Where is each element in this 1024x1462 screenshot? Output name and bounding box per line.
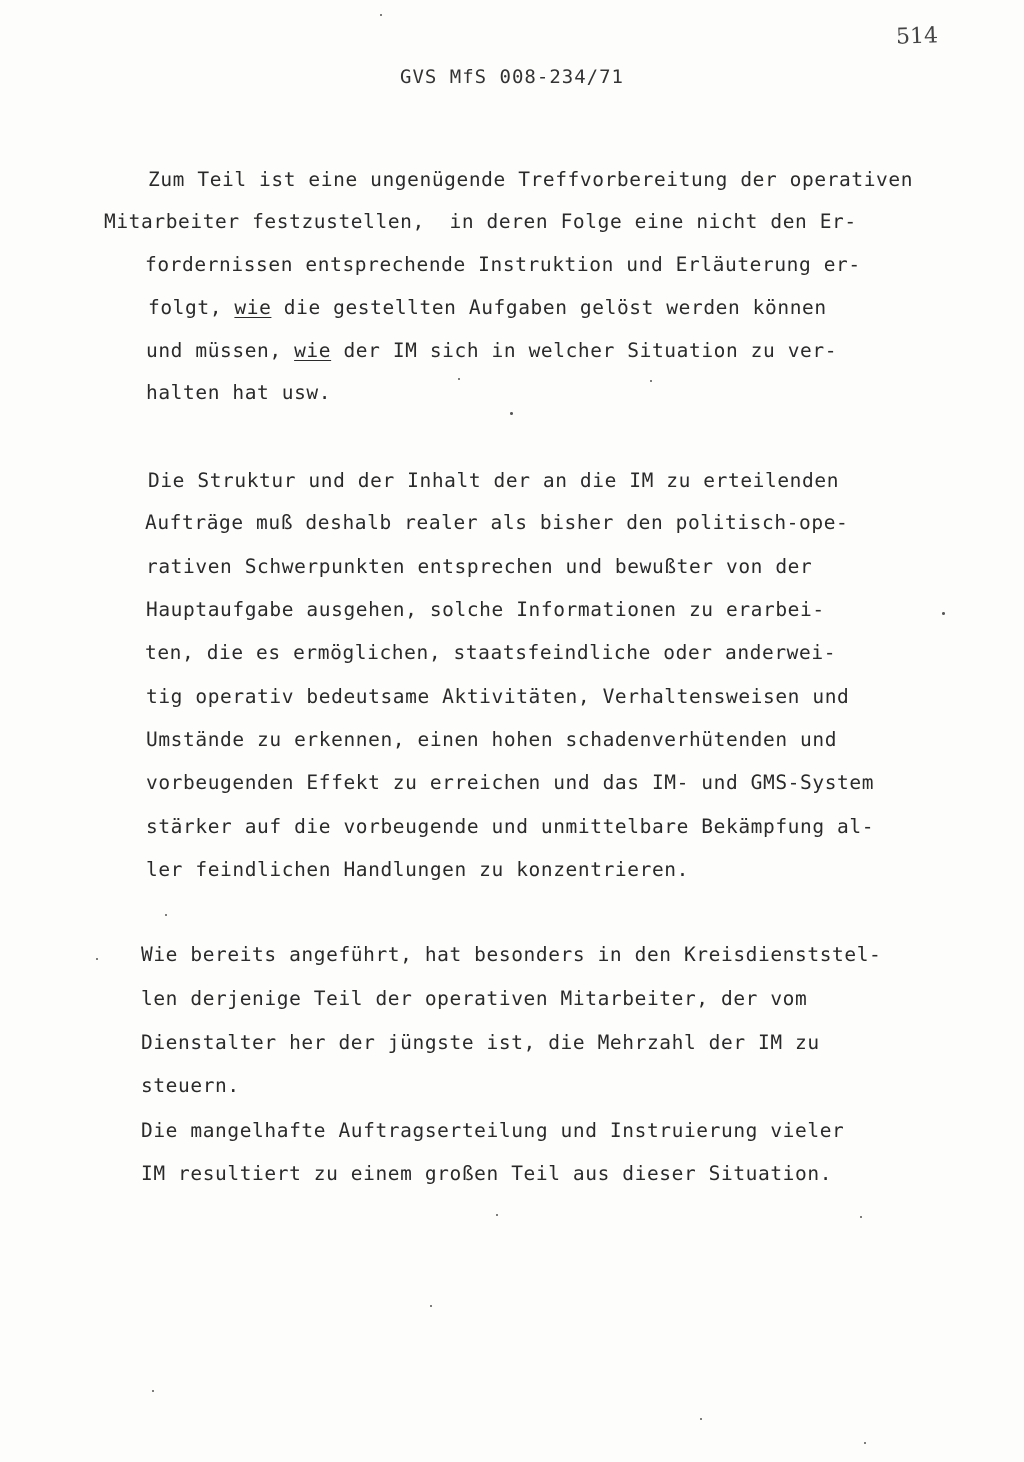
text-line: Zum Teil ist eine ungenügende Treffvorbereitung der operativen bbox=[148, 168, 914, 191]
text-line: Hauptaufgabe ausgehen, solche Informationen zu erarbei- bbox=[146, 598, 825, 621]
scan-speck bbox=[458, 378, 460, 380]
text-line: Umstände zu erkennen, einen hohen schadenverhütenden und bbox=[146, 728, 838, 751]
text-line: Die Struktur und der Inhalt der an die IM zu erteilenden bbox=[148, 469, 840, 492]
scan-speck bbox=[430, 1305, 432, 1307]
text-line: Mitarbeiter festzustellen, in deren Folge eine nicht den Er- bbox=[104, 210, 857, 233]
text-line: tig operativ bedeutsame Aktivitäten, Verhaltensweisen und bbox=[146, 685, 850, 708]
scan-speck bbox=[942, 612, 945, 615]
page-number: 514 bbox=[895, 23, 939, 50]
text-line: vorbeugenden Effekt zu erreichen und das IM- und GMS-System bbox=[146, 771, 875, 794]
scan-speck bbox=[650, 380, 652, 382]
text-line: halten hat usw. bbox=[146, 381, 332, 404]
text-segment: der IM sich in welcher Situation zu ver- bbox=[331, 339, 838, 362]
underlined-word: wie bbox=[234, 296, 272, 319]
scan-speck bbox=[496, 1214, 498, 1216]
text-segment: und müssen, bbox=[146, 339, 295, 362]
text-line bbox=[148, 296, 827, 319]
text-line: stärker auf die vorbeugende und unmittelbare Bekämpfung al- bbox=[146, 815, 875, 838]
scan-speck bbox=[165, 914, 167, 916]
text-segment: die gestellten Aufgaben gelöst werden können bbox=[271, 296, 827, 319]
text-line: Wie bereits angeführt, hat besonders in den Kreisdienststel- bbox=[141, 943, 882, 966]
text-line bbox=[146, 339, 837, 362]
text-line: len derjenige Teil der operativen Mitarbeiter, der vom bbox=[141, 987, 808, 1010]
text-line: fordernissen entsprechende Instruktion und Erläuterung er- bbox=[145, 253, 861, 276]
text-line: rativen Schwerpunkten entsprechen und bewußter von der bbox=[146, 555, 813, 578]
scan-speck bbox=[860, 1216, 862, 1218]
text-line: steuern. bbox=[141, 1074, 240, 1097]
scan-speck bbox=[864, 1442, 866, 1444]
text-line: IM resultiert zu einem großen Teil aus dieser Situation. bbox=[141, 1162, 833, 1185]
text-line: Die mangelhafte Auftragserteilung und Instruierung vieler bbox=[141, 1119, 845, 1142]
text-line: Aufträge muß deshalb realer als bisher den politisch-ope- bbox=[145, 511, 849, 534]
scan-speck bbox=[152, 1390, 154, 1392]
document-header: GVS MfS 008-234/71 bbox=[400, 66, 624, 88]
scan-speck bbox=[700, 1418, 702, 1420]
text-line: ten, die es ermöglichen, staatsfeindliche oder anderwei- bbox=[145, 641, 837, 664]
scan-speck bbox=[380, 14, 382, 16]
text-line: ler feindlichen Handlungen zu konzentrieren. bbox=[146, 858, 689, 881]
text-segment: folgt, bbox=[148, 296, 235, 319]
scan-speck bbox=[510, 412, 513, 415]
text-line: Dienstalter her der jüngste ist, die Mehrzahl der IM zu bbox=[141, 1031, 820, 1054]
scan-speck bbox=[96, 958, 98, 960]
underlined-word: wie bbox=[294, 339, 332, 362]
